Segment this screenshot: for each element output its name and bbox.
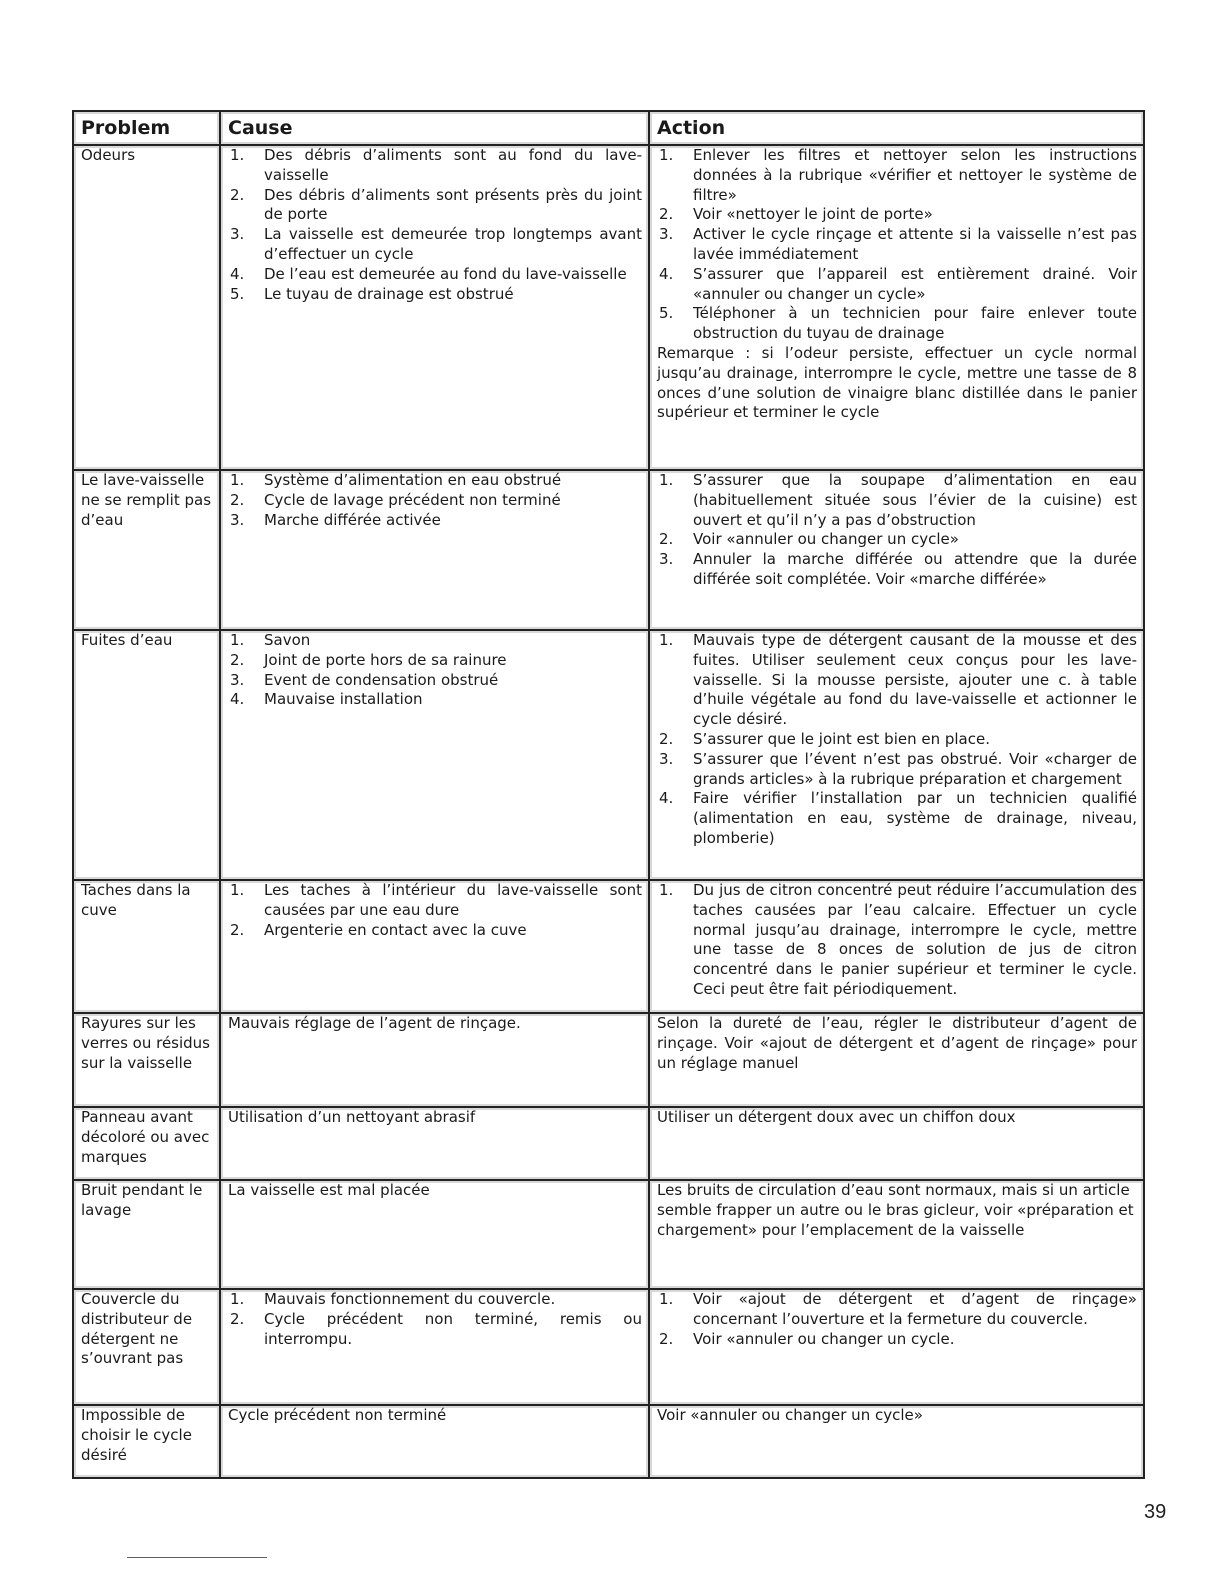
list-item: 5. Le tuyau de drainage est obstrué xyxy=(230,284,514,303)
table-row xyxy=(74,1014,1145,1108)
problem-cell: Impossible de choisir le cycle désiré xyxy=(74,1406,221,1479)
action-list xyxy=(657,1290,1137,1349)
action-list xyxy=(657,471,1137,590)
list-item: 2. Des débris d’aliments sont présents près du joint de porte xyxy=(230,185,642,224)
cause-cell: Utilisation d’un nettoyant abrasif xyxy=(221,1108,650,1181)
list-item: 1. Des débris d’aliments sont au fond du lave-vaisselle xyxy=(230,146,642,184)
problem-cell: Panneau avant décoloré ou avec marques xyxy=(74,1108,221,1181)
list-item: 2. S’assurer que le joint est bien en place. xyxy=(659,729,990,748)
list-item: 4. S’assurer que l’appareil est entièrement drainé. Voir «annuler ou changer un cycle» xyxy=(659,264,1137,303)
list-item: 4. Faire vérifier l’installation par un technicien qualifié (alimentation en eau, système de drainage, niveau, plomberie) xyxy=(659,789,1137,847)
problem-cell: Fuites d’eau xyxy=(74,631,221,881)
list-item: 2. Voir «nettoyer le joint de porte» xyxy=(659,205,933,224)
cause-list xyxy=(228,471,642,530)
cause-list xyxy=(228,1290,642,1349)
action-cell xyxy=(650,881,1145,1014)
cause-list xyxy=(228,146,642,304)
cause-cell xyxy=(221,631,650,881)
footer-divider xyxy=(127,1557,267,1558)
cause-cell xyxy=(221,146,650,471)
list-item: 2. Voir «annuler ou changer un cycle. xyxy=(659,1329,955,1348)
action-cell xyxy=(650,471,1145,631)
action-cell xyxy=(650,1290,1145,1406)
troubleshooting-table xyxy=(72,110,1145,1479)
action-list xyxy=(657,881,1137,1000)
table-row xyxy=(74,1108,1145,1181)
list-item: 1. S’assurer que la soupape d’alimentation en eau (habituellement située sous l’évier de la cuisine) est ouvert et qu’il n’y a pas d’obstruction xyxy=(659,471,1137,529)
list-item: 1. Voir «ajout de détergent et d’agent de rinçage» concernant l’ouverture et la fermeture du couvercle. xyxy=(659,1290,1137,1328)
header-problem: Problem xyxy=(74,112,221,146)
list-item: 1. Du jus de citron concentré peut réduire l’accumulation des taches causées par l’eau calcaire. Effectuer un cycle normal jusqu’au drainage, interrompre le cycle, mettre une tasse de 8 onces de solution de jus de citron concentré dans le panier supérieur et terminer le cycle. Ceci peut être fait périodiquement. xyxy=(659,881,1137,998)
problem-cell: Le lave-vaisselle ne se remplit pas d’eau xyxy=(74,471,221,631)
table-row xyxy=(74,1406,1145,1479)
list-item: 3. Event de condensation obstrué xyxy=(230,670,499,689)
list-item: 2. Argenterie en contact avec la cuve xyxy=(230,920,527,939)
list-item: 1. Les taches à l’intérieur du lave-vaisselle sont causées par une eau dure xyxy=(230,881,642,919)
table-row xyxy=(74,631,1145,881)
header-action: Action xyxy=(650,112,1145,146)
list-item: 3. La vaisselle est demeurée trop longtemps avant d’effectuer un cycle xyxy=(230,225,642,263)
table-row xyxy=(74,1290,1145,1406)
action-cell: Utiliser un détergent doux avec un chiffon doux xyxy=(650,1108,1145,1181)
list-item: 4. Mauvaise installation xyxy=(230,690,423,709)
list-item: 4. De l’eau est demeurée au fond du lave-vaisselle xyxy=(230,264,627,283)
problem-cell: Odeurs xyxy=(74,146,221,471)
table-row xyxy=(74,1181,1145,1290)
list-item: 5. Téléphoner à un technicien pour faire enlever toute obstruction du tuyau de drainage xyxy=(659,304,1137,343)
action-cell: Les bruits de circulation d’eau sont normaux, mais si un article semble frapper un autre ou le bras gicleur, voir «préparation et chargement» pour l’emplacement de la vaisselle xyxy=(650,1181,1145,1290)
list-item: 2. Cycle précédent non terminé, remis ou interrompu. xyxy=(230,1309,642,1348)
cause-cell xyxy=(221,1290,650,1406)
list-item: 3. Activer le cycle rinçage et attente si la vaisselle n’est pas lavée immédiatement xyxy=(659,225,1137,263)
cause-list xyxy=(228,881,642,940)
list-item: 3. S’assurer que l’évent n’est pas obstrué. Voir «charger de grands articles» à la rubrique préparation et chargement xyxy=(659,749,1137,788)
problem-cell: Couvercle du distributeur de détergent ne s’ouvrant pas xyxy=(74,1290,221,1406)
action-note: Remarque : si l’odeur persiste, effectuer un cycle normal jusqu’au drainage, interrompre le cycle, mettre une tasse de 8 onces d’une solution de vinaigre blanc distillée dans le panier supérieur et terminer le cycle xyxy=(657,343,1137,422)
list-item: 2. Joint de porte hors de sa rainure xyxy=(230,650,507,669)
list-item: 2. Voir «annuler ou changer un cycle» xyxy=(659,530,959,549)
list-item: 3. Annuler la marche différée ou attendre que la durée différée soit complétée. Voir «marche différée» xyxy=(659,550,1137,588)
table-header-row xyxy=(74,112,1145,146)
list-item: 1. Enlever les filtres et nettoyer selon les instructions données à la rubrique «vérifier et nettoyer le système de filtre» xyxy=(659,146,1137,204)
problem-cell: Rayures sur les verres ou résidus sur la vaisselle xyxy=(74,1014,221,1108)
action-list xyxy=(657,146,1137,344)
list-item: 1. Mauvais type de détergent causant de la mousse et des fuites. Utiliser seulement ceux conçus pour les lave-vaisselle. Si la mousse persiste, ajouter une c. à table d’huile végétale au fond du lave-vaisselle et actionner le cycle désiré. xyxy=(659,631,1137,729)
table-row xyxy=(74,471,1145,631)
table-row xyxy=(74,146,1145,471)
cause-cell: Mauvais réglage de l’agent de rinçage. xyxy=(221,1014,650,1108)
page-number: 39 xyxy=(1144,1501,1167,1523)
list-item: 1. Mauvais fonctionnement du couvercle. xyxy=(230,1290,556,1308)
header-cause: Cause xyxy=(221,112,650,146)
problem-cell: Taches dans la cuve xyxy=(74,881,221,1014)
action-cell: Voir «annuler ou changer un cycle» xyxy=(650,1406,1145,1479)
action-cell xyxy=(650,146,1145,471)
list-item: 1. Système d’alimentation en eau obstrué xyxy=(230,471,562,489)
cause-cell xyxy=(221,471,650,631)
cause-cell: Cycle précédent non terminé xyxy=(221,1406,650,1479)
list-item: 1. Savon xyxy=(230,631,311,649)
action-cell: Selon la dureté de l’eau, régler le distributeur d’agent de rinçage. Voir «ajout de détergent et d’agent de rinçage» pour un réglage manuel xyxy=(650,1014,1145,1108)
action-cell xyxy=(650,631,1145,881)
cause-cell: La vaisselle est mal placée xyxy=(221,1181,650,1290)
action-list xyxy=(657,631,1137,849)
list-item: 2. Cycle de lavage précédent non terminé xyxy=(230,490,561,509)
list-item: 3. Marche différée activée xyxy=(230,510,441,529)
cause-list xyxy=(228,631,642,710)
table-row xyxy=(74,881,1145,1014)
problem-cell: Bruit pendant le lavage xyxy=(74,1181,221,1290)
cause-cell xyxy=(221,881,650,1014)
